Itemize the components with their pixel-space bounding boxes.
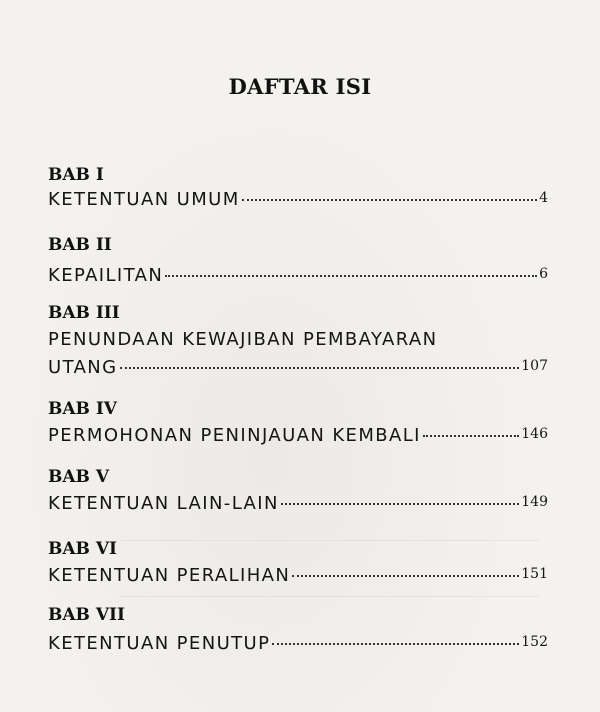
toc-row[interactable] (48, 562, 548, 591)
toc-entry (48, 604, 548, 659)
dot-leader (292, 571, 519, 577)
dot-leader (423, 431, 519, 437)
toc-row[interactable] (48, 490, 548, 519)
dot-leader (165, 271, 537, 277)
chapter-label: BAB III (48, 303, 120, 323)
page-number: 4 (539, 190, 548, 206)
toc-entry (48, 164, 548, 215)
chapter-title: KETENTUAN LAIN-LAIN (48, 493, 279, 514)
toc-row[interactable] (48, 262, 548, 291)
chapter-title: KETENTUAN PENUTUP (48, 633, 271, 654)
page-number: 6 (539, 266, 548, 282)
page-number: 149 (521, 494, 548, 510)
chapter-title-line: PENUNDAAN KEWAJIBAN PEMBAYARAN (48, 329, 438, 350)
chapter-label: BAB VI (48, 539, 117, 559)
page-number: 152 (521, 634, 548, 650)
dot-leader (272, 639, 519, 645)
toc-row[interactable] (48, 354, 548, 383)
toc-row[interactable] (48, 630, 548, 659)
chapter-label: BAB IV (48, 399, 117, 419)
dot-leader (281, 499, 519, 505)
page-title: DAFTAR ISI (228, 74, 372, 99)
chapter-title: PERMOHONAN PENINJAUAN KEMBALI (48, 425, 421, 446)
toc-row[interactable] (48, 422, 548, 451)
chapter-label: BAB II (48, 235, 112, 255)
toc-entry (48, 466, 548, 519)
toc-row[interactable] (48, 186, 548, 215)
dot-leader (242, 195, 537, 201)
toc-entry (48, 398, 548, 451)
dot-leader (120, 363, 520, 369)
toc-entry (48, 234, 548, 291)
chapter-label: BAB VII (48, 605, 125, 625)
chapter-title: UTANG (48, 357, 118, 378)
toc-entry (48, 538, 548, 591)
chapter-title: KETENTUAN UMUM (48, 189, 240, 210)
chapter-title: KEPAILITAN (48, 265, 164, 286)
page-number: 151 (521, 566, 548, 582)
page-number: 107 (521, 358, 548, 374)
chapter-label: BAB V (48, 467, 110, 487)
page-number: 146 (521, 426, 548, 442)
toc-entry (48, 302, 548, 383)
chapter-label: BAB I (48, 165, 104, 185)
chapter-title: KETENTUAN PERALIHAN (48, 565, 291, 586)
show-through-line (120, 596, 540, 597)
